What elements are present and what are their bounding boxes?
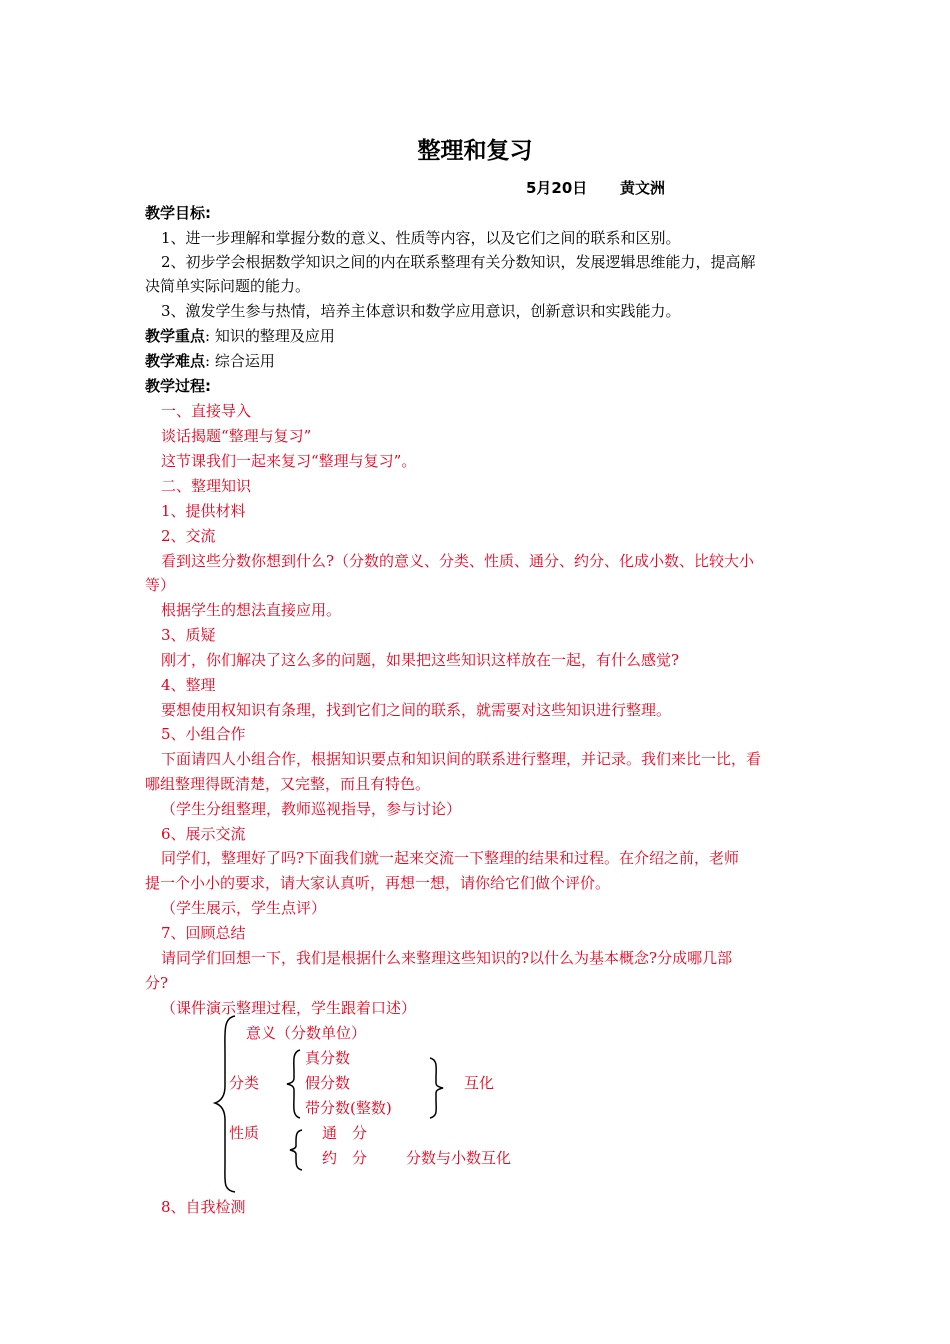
process-line: 谈话揭题“整理与复习” xyxy=(161,427,312,445)
process-line: 6、展示交流 xyxy=(161,825,246,843)
diagram-classify: 分类 xyxy=(229,1074,260,1092)
process-line: 同学们，整理好了吗?下面我们就一起来交流一下整理的结果和过程。在介绍之前，老师 xyxy=(161,849,740,867)
property-brace xyxy=(284,1128,306,1172)
process-line: 看到这些分数你想到什么?（分数的意义、分类、性质、通分、约分、化成小数、比较大小 xyxy=(161,552,755,570)
goal-line: 3、激发学生参与热情，培养主体意识和数学应用意识，创新意识和实践能力。 xyxy=(161,302,681,320)
mutual-brace xyxy=(426,1056,448,1120)
process-line: 二、整理知识 xyxy=(161,477,252,495)
key-point-row xyxy=(145,324,335,348)
process-line: 请同学们回想一下，我们是根据什么来整理这些知识的?以什么为基本概念?分成哪几部 xyxy=(161,949,733,967)
process-line: 4、整理 xyxy=(161,676,216,694)
goal-line: 决简单实际问题的能力。 xyxy=(145,277,311,295)
page-title: 整理和复习 xyxy=(417,138,533,164)
main-brace xyxy=(205,1014,245,1194)
process-heading: 教学过程: xyxy=(145,377,211,395)
lesson-date: 5月20日 xyxy=(526,179,588,197)
difficulty-row xyxy=(145,349,275,373)
key-point-label: 教学重点 xyxy=(145,327,206,345)
key-point-text: : 知识的整理及应用 xyxy=(205,327,335,345)
process-line: （课件演示整理过程，学生跟着口述） xyxy=(161,999,417,1017)
diagram-reduce: 约 分 xyxy=(322,1149,368,1167)
process-line: 1、提供材料 xyxy=(161,502,246,520)
goal-line: 1、进一步理解和掌握分数的意义、性质等内容，以及它们之间的联系和区别。 xyxy=(161,229,681,247)
process-line: （学生分组整理，教师巡视指导，参与讨论） xyxy=(161,800,462,818)
diagram-property: 性质 xyxy=(229,1124,260,1142)
teacher-name: 黄文洲 xyxy=(620,179,666,197)
goals-heading: 教学目标: xyxy=(145,204,211,222)
process-line: 这节课我们一起来复习“整理与复习”。 xyxy=(161,452,417,470)
diagram-meaning: 意义（分数单位） xyxy=(246,1024,367,1042)
process-line: 5、小组合作 xyxy=(161,725,246,743)
classify-brace xyxy=(282,1048,304,1120)
process-line: 分? xyxy=(145,974,169,992)
process-line: 一、直接导入 xyxy=(161,402,252,420)
process-line: 刚才，你们解决了这么多的问题，如果把这些知识这样放在一起，有什么感觉? xyxy=(161,651,680,669)
diagram-improper: 假分数 xyxy=(305,1074,351,1092)
self-test-line: 8、自我检测 xyxy=(161,1198,246,1216)
process-line: 7、回顾总结 xyxy=(161,924,246,942)
difficulty-label: 教学难点 xyxy=(145,352,206,370)
goal-line: 2、初步学会根据数学知识之间的内在联系整理有关分数知识，发展逻辑思维能力，提高解 xyxy=(161,253,756,271)
process-line: 等） xyxy=(145,576,176,594)
difficulty-text: : 综合运用 xyxy=(205,352,275,370)
process-line: 下面请四人小组合作，根据知识要点和知识间的联系进行整理，并记录。我们来比一比，看 xyxy=(161,750,762,768)
process-line: 提一个小小的要求，请大家认真听，再想一想，请你给它们做个评价。 xyxy=(145,874,611,892)
diagram-mixed: 带分数(整数) xyxy=(305,1099,392,1117)
process-line: 根据学生的想法直接应用。 xyxy=(161,601,342,619)
diagram-proper: 真分数 xyxy=(305,1049,351,1067)
process-line: 哪组整理得既清楚，又完整，而且有特色。 xyxy=(145,775,431,793)
process-line: 3、质疑 xyxy=(161,626,216,644)
process-line: （学生展示，学生点评） xyxy=(161,899,327,917)
process-line: 2、交流 xyxy=(161,527,216,545)
diagram-decimal: 分数与小数互化 xyxy=(406,1149,512,1167)
diagram-common: 通 分 xyxy=(322,1124,368,1142)
diagram-mutual: 互化 xyxy=(464,1074,495,1092)
process-line: 要想使用权知识有条理，找到它们之间的联系，就需要对这些知识进行整理。 xyxy=(161,701,672,719)
